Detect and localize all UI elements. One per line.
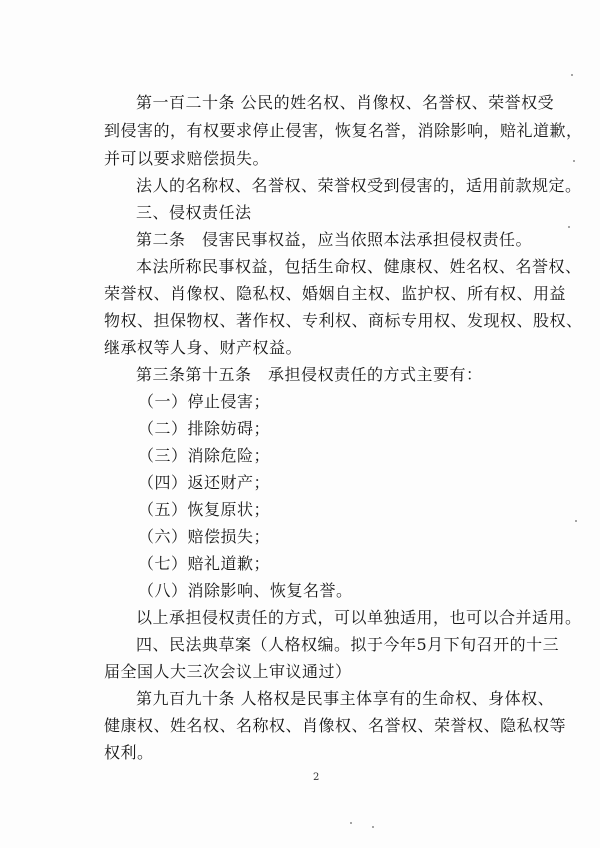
list-item: （八）消除影响、恢复名誉。 [138, 581, 353, 600]
list-item: （一）停止侵害； [138, 392, 271, 411]
list-item: （七）赔礼道歉； [138, 554, 271, 573]
text-line: 荣誉权、肖像权、隐私权、婚姻自主权、监护权、所有权、用益 [104, 284, 567, 303]
list-item: （三）消除危险； [138, 446, 271, 465]
scan-speck [573, 160, 575, 162]
page-number: 2 [313, 772, 320, 783]
text-line: 法人的名称权、名誉权、荣誉权受到侵害的，适用前款规定。 [136, 176, 582, 195]
text-line: 第九百九十条 人格权是民事主体享有的生命权、身体权、 [136, 689, 555, 708]
scan-speck [568, 226, 570, 228]
text-line: 第一百二十条 公民的姓名权、肖像权、名誉权、荣誉权受 [136, 93, 555, 112]
scan-speck [350, 822, 352, 824]
scan-speck [575, 520, 577, 522]
list-item: （六）赔偿损失； [138, 527, 271, 546]
list-item: （二）排除妨碍； [138, 419, 271, 438]
list-item: （五）恢复原状； [138, 500, 271, 519]
scan-speck [372, 826, 374, 828]
text-line: 并可以要求赔偿损失。 [104, 149, 270, 168]
text-line: 以上承担侵权责任的方式，可以单独适用，也可以合并适用。 [136, 608, 582, 627]
list-item: （四）返还财产； [138, 473, 271, 492]
section-heading: 四、民法典草案（人格权编。拟于今年5月下旬召开的十三 [136, 635, 560, 654]
text-line: 健康权、姓名权、名称权、肖像权、名誉权、荣誉权、隐私权等 [104, 716, 567, 735]
text-line: 权利。 [104, 743, 154, 762]
text-line: 本法所称民事权益，包括生命权、健康权、姓名权、名誉权、 [136, 257, 582, 276]
text-line: 继承权等人身、财产权益。 [104, 338, 303, 357]
section-heading: 三、侵权责任法 [136, 203, 252, 222]
text-line: 第三条第十五条 承担侵权责任的方式主要有： [136, 365, 483, 384]
text-line: 物权、担保物权、著作权、专利权、商标专用权、发现权、股权、 [104, 311, 583, 330]
text-line: 到侵害的，有权要求停止侵害，恢复名誉，消除影响，赔礼道歉， [104, 121, 583, 140]
text-line: 第二条 侵害民事权益，应当依照本法承担侵权责任。 [136, 230, 533, 249]
text-line: 届全国人大三次会议上审议通过） [104, 662, 352, 681]
scan-speck [571, 74, 573, 76]
